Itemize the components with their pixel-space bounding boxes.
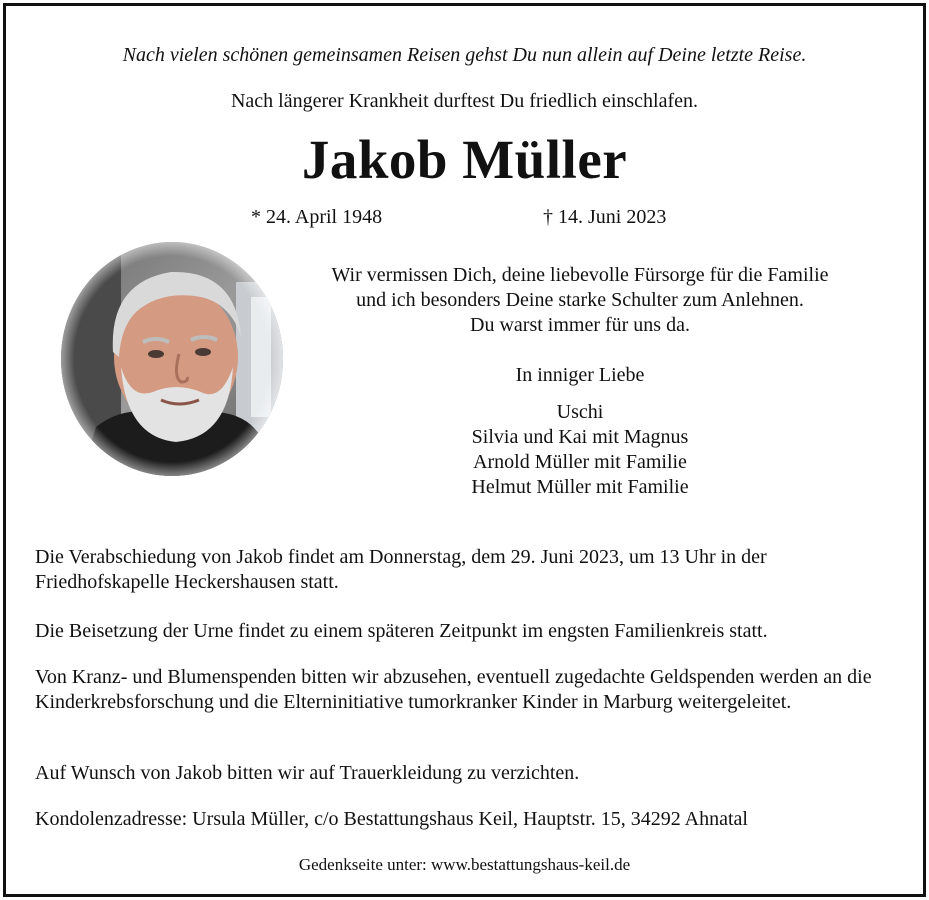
mourner: Arnold Müller mit Familie bbox=[473, 451, 687, 473]
burial-paragraph: Die Beisetzung der Urne findet zu einem späteren Zeitpunkt im engsten Familienkreis statt. bbox=[35, 620, 768, 642]
memorial-page-link[interactable]: Gedenkseite unter: www.bestattungshaus-keil.de bbox=[298, 855, 631, 874]
mourners-list bbox=[300, 400, 860, 500]
mourner: Silvia und Kai mit Magnus bbox=[471, 426, 689, 448]
clothing-paragraph: Auf Wunsch von Jakob bitten wir auf Trauerkleidung zu verzichten. bbox=[35, 762, 580, 784]
donation-paragraph: Von Kranz- und Blumenspenden bitten wir abzusehen, eventuell zugedachte Geldspenden werden an die Kinderkrebsforschung und die Elterninitiative tumorkranker Kinder in Marburg weitergeleitet. bbox=[35, 666, 872, 713]
tribute-text bbox=[300, 263, 860, 338]
mourner: Helmut Müller mit Familie bbox=[471, 476, 689, 498]
death-date: † 14. Juni 2023 bbox=[543, 206, 667, 228]
tribute-line: Du warst immer für uns da. bbox=[470, 314, 690, 336]
birth-date: * 24. April 1948 bbox=[251, 206, 383, 228]
deceased-name: Jakob Müller bbox=[301, 129, 628, 190]
condolence-address: Kondolenzadresse: Ursula Müller, c/o Bestattungshaus Keil, Hauptstr. 15, 34292 Ahnatal bbox=[35, 808, 748, 830]
closing-line: In inniger Liebe bbox=[515, 364, 645, 386]
portrait-photo bbox=[61, 242, 283, 476]
mourner: Uschi bbox=[556, 401, 604, 423]
tribute-line: Wir vermissen Dich, deine liebevolle Fürsorge für die Familie bbox=[331, 264, 829, 286]
farewell-paragraph: Die Verabschiedung von Jakob findet am Donnerstag, dem 29. Juni 2023, um 13 Uhr in der Friedhofskapelle Heckershausen statt. bbox=[35, 546, 767, 593]
motto: Nach vielen schönen gemeinsamen Reisen gehst Du nun allein auf Deine letzte Reise. bbox=[122, 44, 807, 66]
tribute-line: und ich besonders Deine starke Schulter zum Anlehnen. bbox=[356, 289, 804, 311]
illness-note: Nach längerer Krankheit durftest Du friedlich einschlafen. bbox=[230, 90, 699, 112]
